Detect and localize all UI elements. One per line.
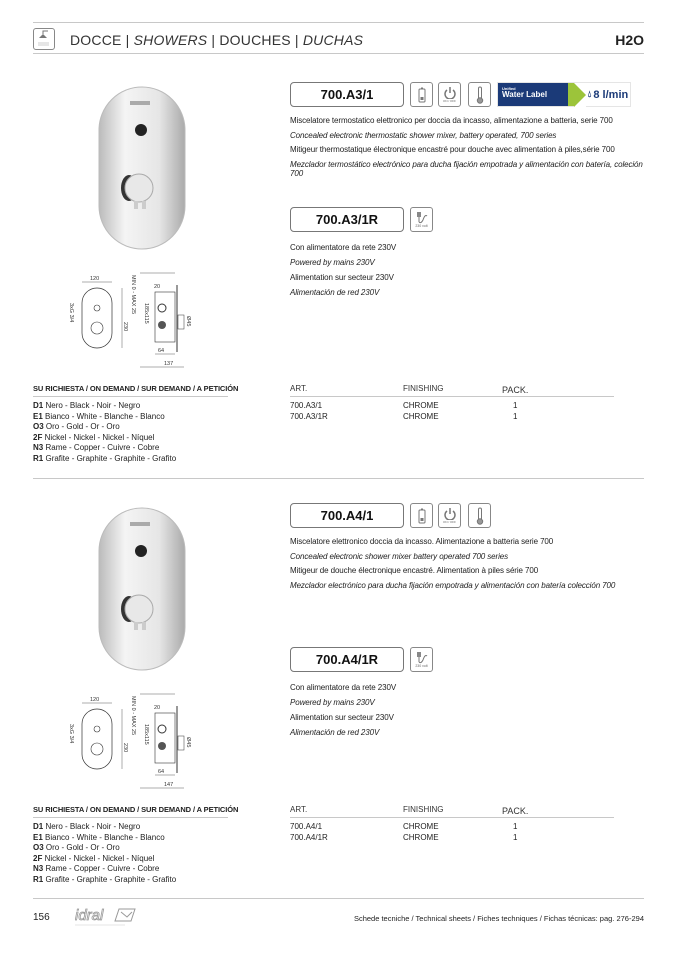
finish-code: N3 <box>33 864 44 874</box>
technical-drawing <box>60 270 195 380</box>
col-header-art: ART. <box>290 384 308 393</box>
voltage-label: 230 volt <box>415 224 428 228</box>
section-divider <box>33 478 644 479</box>
separator: | <box>207 32 220 48</box>
water-label-small: Unified <box>502 86 516 91</box>
footer-rule <box>33 898 644 899</box>
finish-code: R1 <box>33 453 44 463</box>
finish-option <box>33 443 176 454</box>
finish-name: Grafite - Graphite - Graphite - Grafito <box>45 453 177 463</box>
water-flow-rate: 8 l/min <box>593 88 629 101</box>
on-demand-finishes <box>33 822 176 886</box>
dim-box: 185x115 <box>143 724 149 745</box>
dim-height: 230 <box>122 743 128 753</box>
cell-art: 700.A3/1R <box>290 412 328 421</box>
water-label-badge <box>497 82 631 107</box>
svg-text:idral: idral <box>75 907 104 924</box>
mains-plug-icon <box>410 207 433 232</box>
technical-drawing <box>60 691 195 801</box>
cell-finishing: CHROME <box>403 833 439 842</box>
header-bottom-rule <box>33 53 644 54</box>
dim-height: 230 <box>122 322 128 332</box>
variant-description-es: Alimentación de red 230V <box>290 728 380 737</box>
cell-finishing: CHROME <box>403 401 439 410</box>
cell-finishing: CHROME <box>403 412 439 421</box>
cell-pack: 1 <box>513 822 518 831</box>
idral-logo <box>75 906 145 933</box>
separator: | <box>121 32 134 48</box>
finish-code: D1 <box>33 401 44 410</box>
variant-description-fr: Alimentation sur secteur 230V <box>290 713 394 722</box>
description-it: Miscelatore elettronico doccia da incasso. Alimentazione a batteria serie 700 <box>290 537 554 546</box>
col-header-finishing: FINISHING <box>403 384 444 393</box>
water-label-brand <box>498 83 568 106</box>
water-label-text: Water Label <box>502 90 548 99</box>
on-demand-title: SU RICHIESTA / ON DEMAND / SUR DEMAND / A PETICIÓN <box>33 384 239 393</box>
finish-code: O3 <box>33 422 44 432</box>
cell-art: 700.A4/1 <box>290 822 323 831</box>
page-category-title <box>70 32 363 48</box>
water-label-arrow <box>574 83 586 107</box>
finish-option <box>33 875 176 886</box>
finish-code: R1 <box>33 874 44 884</box>
dim-inner: 64 <box>158 348 165 354</box>
finish-name: Grafite - Graphite - Graphite - Grafito <box>45 874 177 884</box>
finish-option <box>33 433 176 444</box>
dim-depth-range: MIN 0 - MAX 25 <box>130 696 136 736</box>
water-drop-icon: 💧︎ <box>587 89 592 99</box>
finish-name: Nero - Black - Noir - Negro <box>45 401 141 410</box>
cell-pack: 1 <box>513 833 518 842</box>
mains-plug-icon <box>410 647 433 672</box>
variant-descriptions <box>290 683 650 738</box>
variant-description-en: Powered by mains 230V <box>290 258 375 267</box>
product-descriptions <box>290 116 650 179</box>
dim-connections: 3xG 3/4 <box>68 724 74 744</box>
finish-name: Bianco - White - Blanche - Blanco <box>45 832 165 842</box>
finish-code: E1 <box>33 411 43 421</box>
finish-name: Bianco - White - Blanche - Blanco <box>45 411 165 421</box>
dim-width: 120 <box>90 697 100 703</box>
finish-name: Nickel - Nickel - Nickel - Níquel <box>44 432 155 442</box>
dim-width: 120 <box>90 276 100 282</box>
variant-description-fr: Alimentation sur secteur 230V <box>290 273 394 282</box>
col-header-finishing: FINISHING <box>403 805 444 814</box>
variant-code-box: 700.A4/1R <box>290 647 404 672</box>
product-descriptions <box>290 537 650 590</box>
description-fr: Mitigeur de douche électronique encastré. Alimentation à piles série 700 <box>290 566 539 575</box>
description-fr: Mitigeur thermostatique électronique encastré pour douche avec alimentation à piles,série 700 <box>290 145 615 154</box>
col-header-pack: PACK. <box>502 806 529 816</box>
finish-option <box>33 843 176 854</box>
title-en: SHOWERS <box>133 32 208 48</box>
header-top-rule <box>33 22 644 23</box>
on-demand-rule <box>33 396 228 397</box>
thermometer-icon <box>468 82 491 107</box>
variant-description-en: Powered by mains 230V <box>290 698 375 707</box>
cell-pack: 1 <box>513 412 518 421</box>
dim-total: 137 <box>164 361 174 367</box>
on-off-label: ON / OFF <box>443 99 456 103</box>
finish-name: Oro - Gold - Or - Oro <box>45 843 120 853</box>
description-it: Miscelatore termostatico elettronico per doccia da incasso, alimentazione a batteria, serie 700 <box>290 116 613 125</box>
power-on-off-icon <box>438 82 461 107</box>
description-es: Mezclador termostático electrónico para ducha fijación empotrada y alimentación con batería, coleción 700 <box>290 159 643 178</box>
finish-option <box>33 833 176 844</box>
h2o-badge: H2O <box>615 32 644 48</box>
finish-option <box>33 401 176 412</box>
separator: | <box>290 32 303 48</box>
finish-name: Nickel - Nickel - Nickel - Níquel <box>44 853 155 863</box>
dim-diameter: Ø45 <box>185 737 191 748</box>
variant-description-es: Alimentación de red 230V <box>290 288 380 297</box>
variant-description-it: Con alimentatore da rete 230V <box>290 243 397 252</box>
dim-box: 185x115 <box>143 303 149 324</box>
table-header-rule <box>290 396 614 397</box>
description-en: Concealed electronic shower mixer battery operated 700 series <box>290 551 509 561</box>
product-photo <box>97 506 189 679</box>
dim-depth-range: MIN 0 - MAX 25 <box>130 275 136 315</box>
title-fr: DOUCHES <box>219 32 291 48</box>
cell-pack: 1 <box>513 401 518 410</box>
battery-icon <box>410 82 433 107</box>
power-on-off-icon <box>438 503 461 528</box>
finish-option <box>33 412 176 423</box>
finish-name: Rame - Copper - Cuivre - Cobre <box>45 864 160 874</box>
battery-icon <box>410 503 433 528</box>
dim-diameter: Ø45 <box>185 316 191 327</box>
finish-option <box>33 864 176 875</box>
finish-name: Rame - Copper - Cuivre - Cobre <box>45 443 160 453</box>
finish-code: E1 <box>33 832 43 842</box>
finish-code: D1 <box>33 822 44 831</box>
finish-option <box>33 854 176 865</box>
technical-sheets-reference: Schede tecniche / Technical sheets / Fiches techniques / Fichas técnicas: pag. 276-294 <box>353 914 644 923</box>
on-demand-finishes <box>33 401 176 465</box>
dim-top: 20 <box>154 284 161 290</box>
description-es: Mezclador electrónico para ducha fijación empotrada y alimentación con batería colección 700 <box>290 580 616 590</box>
product-code-box: 700.A4/1 <box>290 503 404 528</box>
finish-code: 2F <box>33 853 43 863</box>
variant-code-box: 700.A3/1R <box>290 207 404 232</box>
page-number: 156 <box>33 912 50 923</box>
on-demand-title: SU RICHIESTA / ON DEMAND / SUR DEMAND / A PETICIÓN <box>33 805 239 814</box>
finish-option <box>33 822 176 833</box>
title-es: DUCHAS <box>302 32 364 48</box>
finish-name: Nero - Black - Noir - Negro <box>45 822 141 831</box>
finish-code: N3 <box>33 443 44 453</box>
col-header-art: ART. <box>290 805 308 814</box>
cell-art: 700.A3/1 <box>290 401 323 410</box>
cell-art: 700.A4/1R <box>290 833 328 842</box>
table-header-rule <box>290 817 614 818</box>
shower-icon <box>33 28 55 50</box>
finish-code: 2F <box>33 432 43 442</box>
variant-description-it: Con alimentatore da rete 230V <box>290 683 397 692</box>
finish-option <box>33 454 176 465</box>
dim-top: 20 <box>154 705 161 711</box>
finish-option <box>33 422 176 433</box>
dim-connections: 3xG 3/4 <box>68 303 74 323</box>
thermometer-icon <box>468 503 491 528</box>
voltage-label: 230 volt <box>415 664 428 668</box>
finish-name: Oro - Gold - Or - Oro <box>45 422 120 432</box>
col-header-pack: PACK. <box>502 385 529 395</box>
description-en: Concealed electronic thermostatic shower mixer, battery operated, 700 series <box>290 130 557 140</box>
on-demand-rule <box>33 817 228 818</box>
dim-total: 147 <box>164 782 174 788</box>
product-code-box: 700.A3/1 <box>290 82 404 107</box>
title-it: DOCCE <box>70 32 122 48</box>
product-photo <box>97 85 189 258</box>
variant-descriptions <box>290 243 650 298</box>
cell-finishing: CHROME <box>403 822 439 831</box>
dim-inner: 64 <box>158 769 165 775</box>
on-off-label: ON / OFF <box>443 520 456 524</box>
finish-code: O3 <box>33 843 44 853</box>
